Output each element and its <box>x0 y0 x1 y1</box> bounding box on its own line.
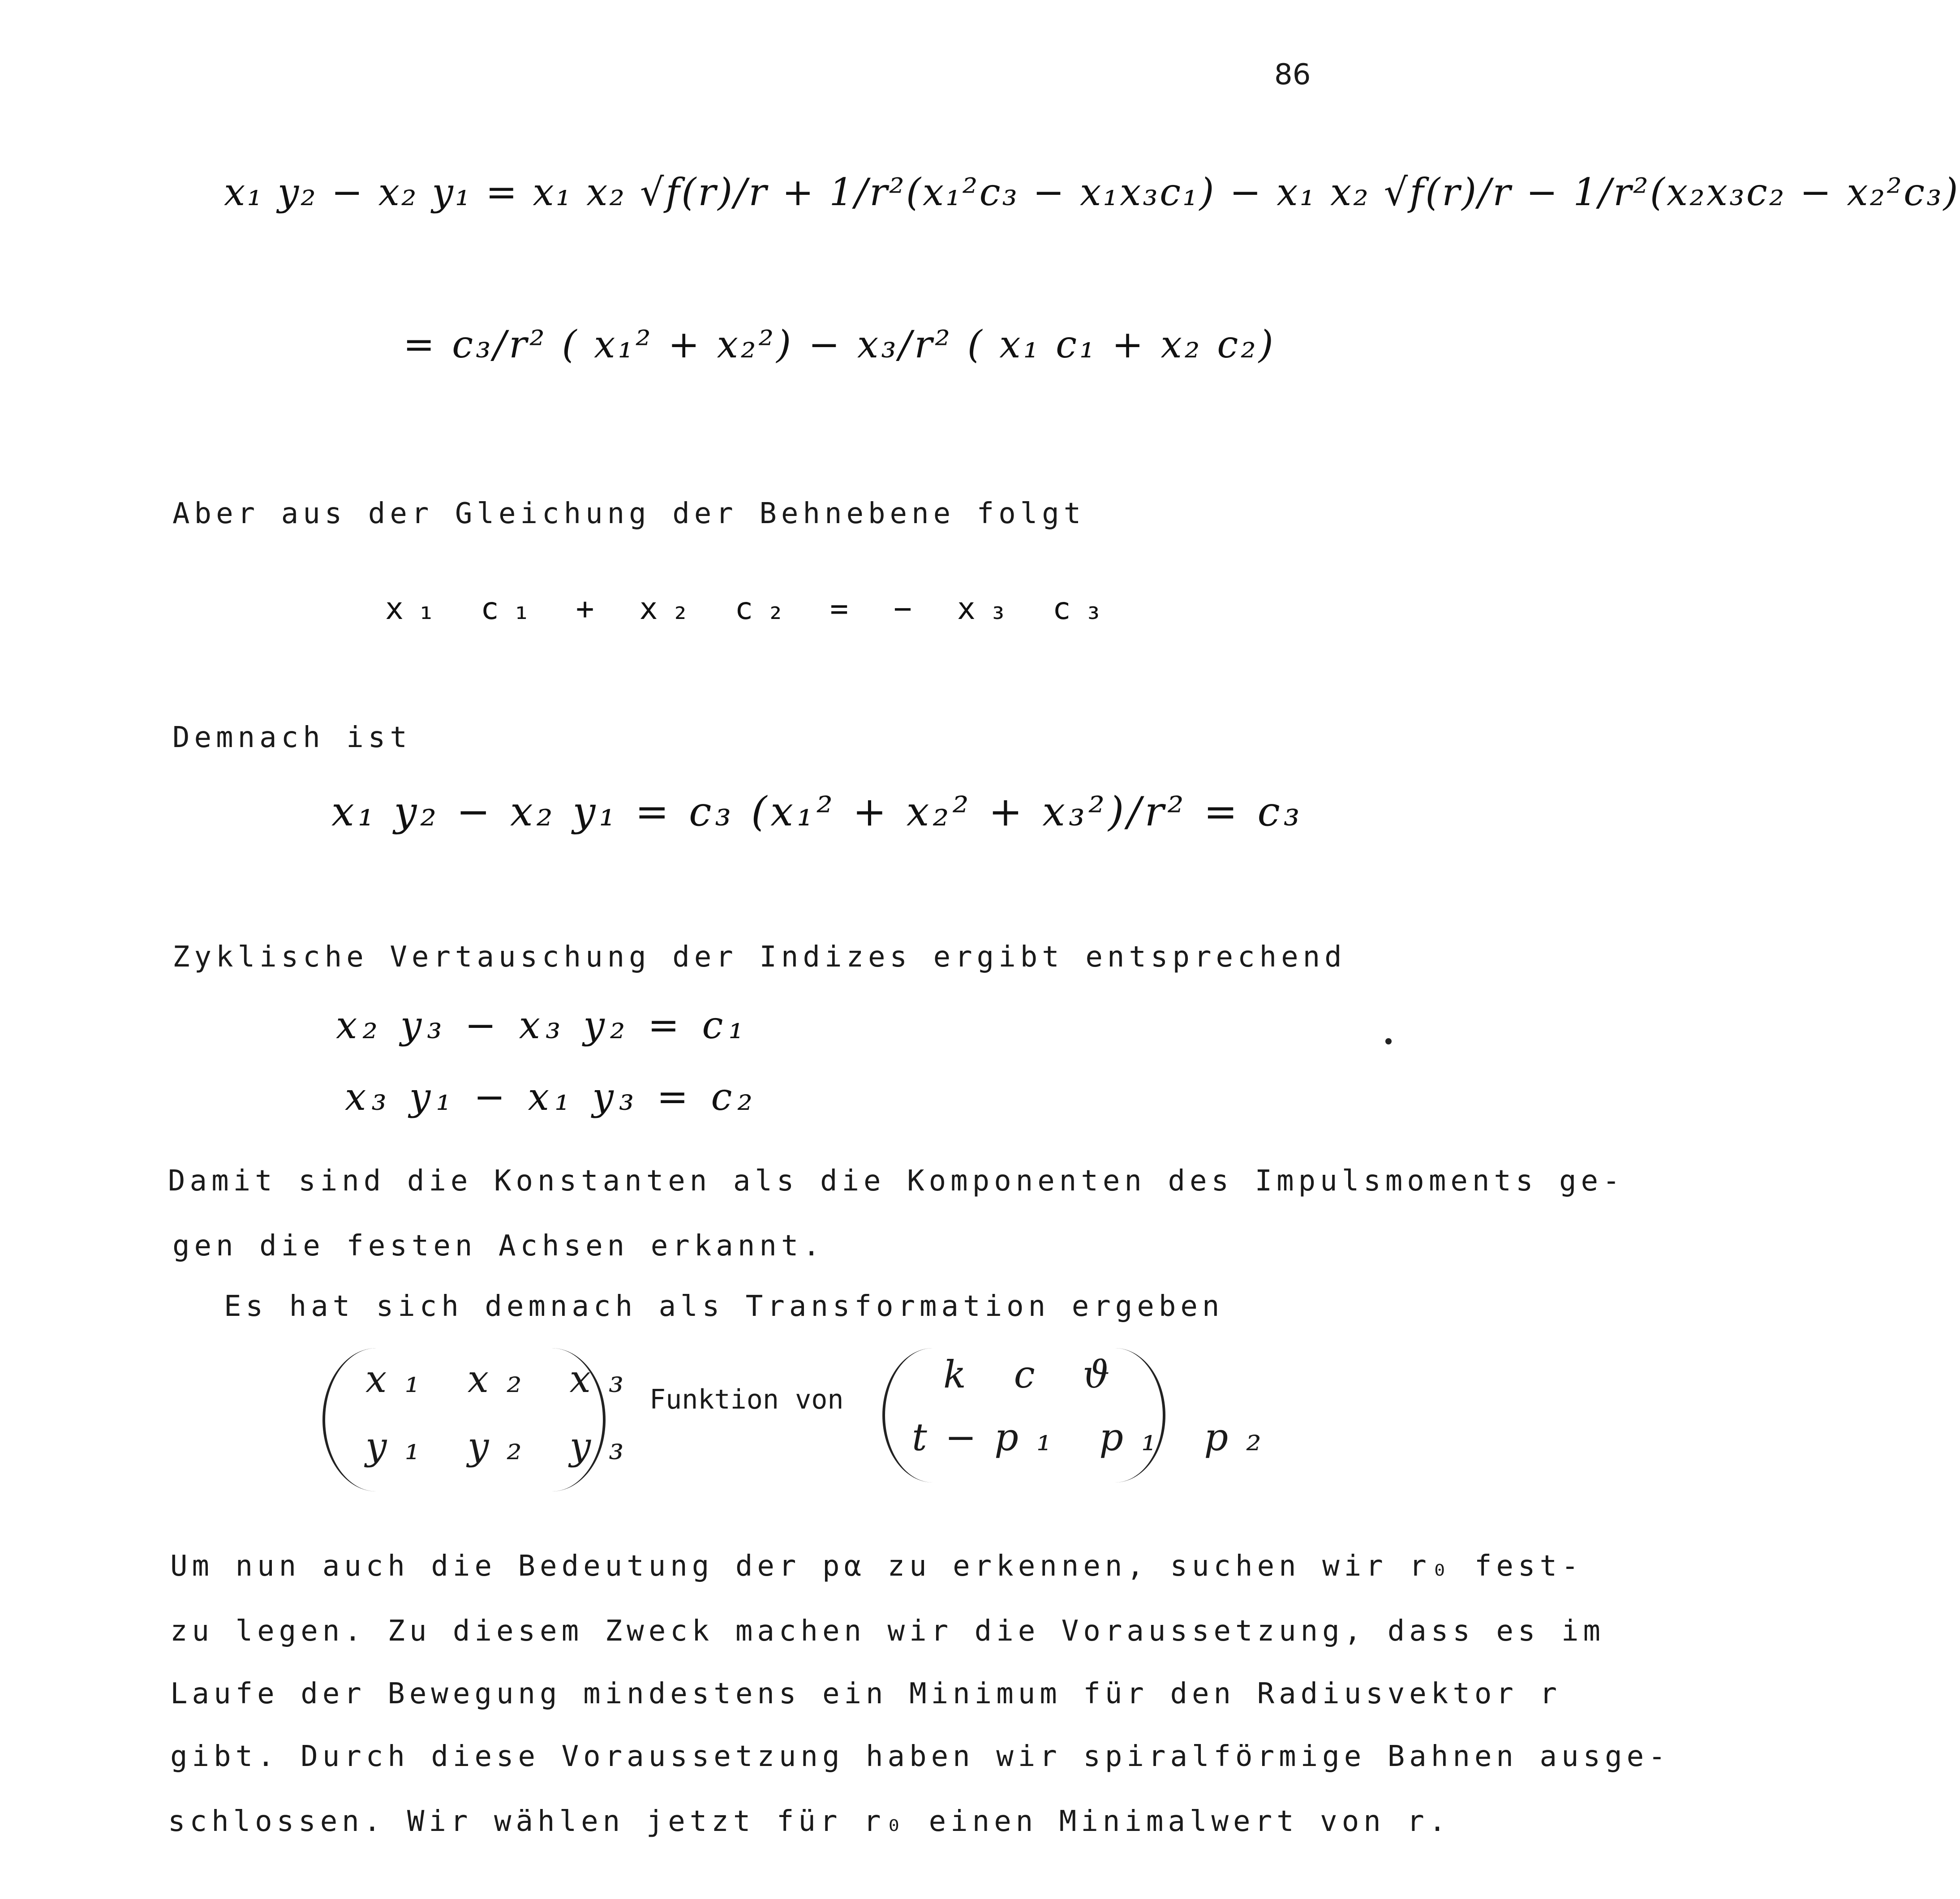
equation-6: x₃ y₁ − x₁ y₃ = c₂ <box>345 1075 758 1119</box>
text-line-4: Damit sind die Konstanten als die Komponenten des Impulsmoments ge- <box>168 1164 1625 1198</box>
text-line-5: gen die festen Achsen erkannt. <box>172 1229 825 1263</box>
coordinate-matrix <box>322 1348 642 1491</box>
text-line-9: Laufe der Bewegung mindestens ein Minimum für den Radiusvektor r <box>170 1677 1561 1710</box>
equation-4: x₁ y₂ − x₂ y₁ = c₃ (x₁² + x₂² + x₃²)/r² = c₃ <box>331 788 1303 835</box>
text-line-6: Es hat sich demnach als Transformation ergeben <box>224 1290 1224 1323</box>
funktion-von-label: Funktion von <box>649 1384 844 1415</box>
parameter-matrix <box>882 1348 1279 1482</box>
page-number: 86 <box>1274 58 1311 91</box>
text-line-8: zu legen. Zu diesem Zweck machen wir die Voraussetzung, dass es im <box>170 1615 1605 1648</box>
equation-5: x₂ y₃ − x₃ y₂ = c₁ <box>336 1003 749 1047</box>
text-line-3: Zyklische Vertauschung der Indizes ergibt entsprechend <box>172 941 1346 974</box>
matrix-row-constants: k c ϑ <box>943 1353 1128 1396</box>
equation-plane: x₁ c₁ + x₂ c₂ = − x₃ c₃ <box>385 591 1116 627</box>
text-line-2: Demnach ist <box>172 721 412 754</box>
matrix-row-x: x₁ x₂ x₃ <box>365 1357 642 1401</box>
stray-dot <box>1385 1038 1392 1044</box>
equation-2: = c₃/r² ( x₁² + x₂²) − x₃/r² ( x₁ c₁ + x₂ c₂) <box>403 322 1276 366</box>
text-line-10: gibt. Durch diese Voraussetzung haben wir spiralförmige Bahnen ausge- <box>170 1740 1670 1773</box>
matrix-row-y: y₁ y₂ y₃ <box>365 1424 642 1468</box>
text-line-7: Um nun auch die Bedeutung der pα zu erkennen, suchen wir r₀ fest- <box>170 1550 1583 1583</box>
text-line-1: Aber aus der Gleichung der Behnebene folgt <box>172 497 1086 530</box>
equation-1: x₁ y₂ − x₂ y₁ = x₁ x₂ √f(r)/r + 1/r²(x₁²c₃ − x₁x₃c₁) − x₁ x₂ √f(r)/r − 1/r²(x₂x₃c₂ − x₂²c₃) <box>224 170 1960 214</box>
matrix-row-momenta: t−p₁ p₁ p₂ <box>912 1415 1279 1459</box>
text-line-11: schlossen. Wir wählen jetzt für r₀ einen Minimalwert von r. <box>168 1805 1451 1838</box>
